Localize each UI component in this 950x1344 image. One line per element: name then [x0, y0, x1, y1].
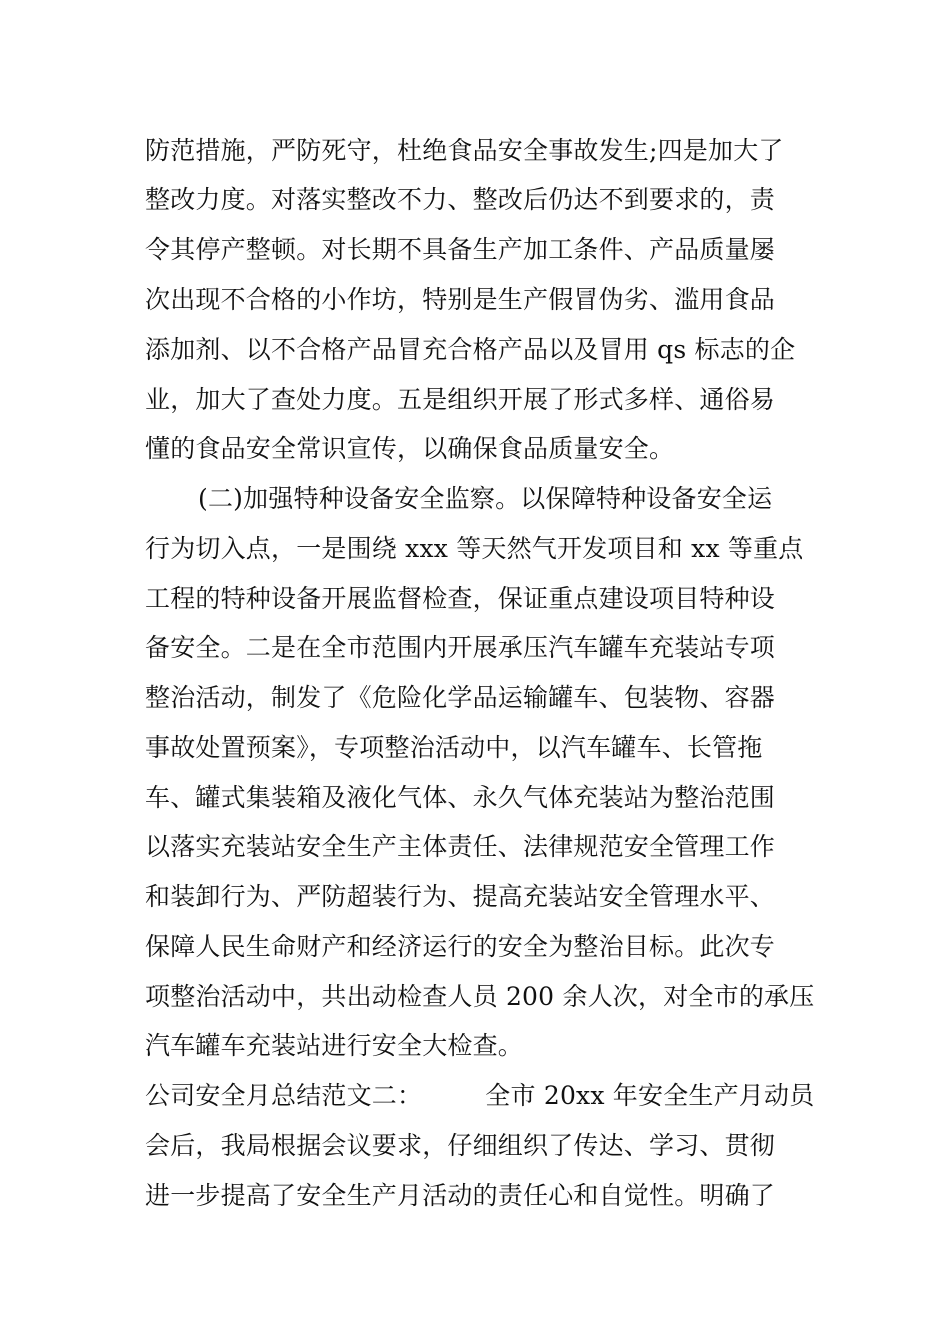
text-line: 次出现不合格的小作坊，特别是生产假冒伪劣、滥用食品	[145, 285, 776, 314]
section-title-line: 公司安全月总结范文二： 全市 20xx 年安全生产月动员	[145, 1081, 815, 1110]
text-line: 进一步提高了安全生产月活动的责任心和自觉性。明确了	[145, 1181, 776, 1210]
text-line: 车、罐式集装箱及液化气体、永久气体充装站为整治范围	[145, 783, 776, 812]
text-line: 汽车罐车充装站进行安全大检查。	[145, 1031, 524, 1060]
text-line: 和装卸行为、严防超装行为、提高充装站安全管理水平、	[145, 882, 776, 911]
text-line: 行为切入点，一是围绕 xxx 等天然气开发项目和 xx 等重点	[145, 534, 804, 563]
text-line: 工程的特种设备开展监督检查，保证重点建设项目特种设	[145, 584, 776, 613]
paragraph-heading-line: (二)加强特种设备安全监察。以保障特种设备安全运	[198, 484, 773, 513]
text-line: 备安全。二是在全市范围内开展承压汽车罐车充装站专项	[145, 633, 776, 662]
text-line: 保障人民生命财产和经济运行的安全为整治目标。此次专	[145, 932, 776, 961]
text-line: 令其停产整顿。对长期不具备生产加工条件、产品质量屡	[145, 235, 776, 264]
text-line: 事故处置预案》，专项整治活动中，以汽车罐车、长管拖	[145, 733, 763, 762]
text-line: 项整治活动中，共出动检查人员 200 余人次，对全市的承压	[145, 982, 815, 1011]
text-line: 防范措施，严防死守，杜绝食品安全事故发生;四是加大了	[145, 136, 784, 165]
text-line: 添加剂、以不合格产品冒充合格产品以及冒用 qs 标志的企	[145, 335, 796, 364]
text-line: 懂的食品安全常识宣传，以确保食品质量安全。	[145, 434, 675, 463]
text-line: 以落实充装站安全生产主体责任、法律规范安全管理工作	[145, 832, 776, 861]
text-line: 整改力度。对落实整改不力、整改后仍达不到要求的，责	[145, 185, 776, 214]
text-line: 业，加大了查处力度。五是组织开展了形式多样、通俗易	[145, 385, 776, 414]
text-line: 整治活动，制发了《危险化学品运输罐车、包装物、容器	[145, 683, 776, 712]
text-line: 会后，我局根据会议要求，仔细组织了传达、学习、贯彻	[145, 1131, 776, 1160]
